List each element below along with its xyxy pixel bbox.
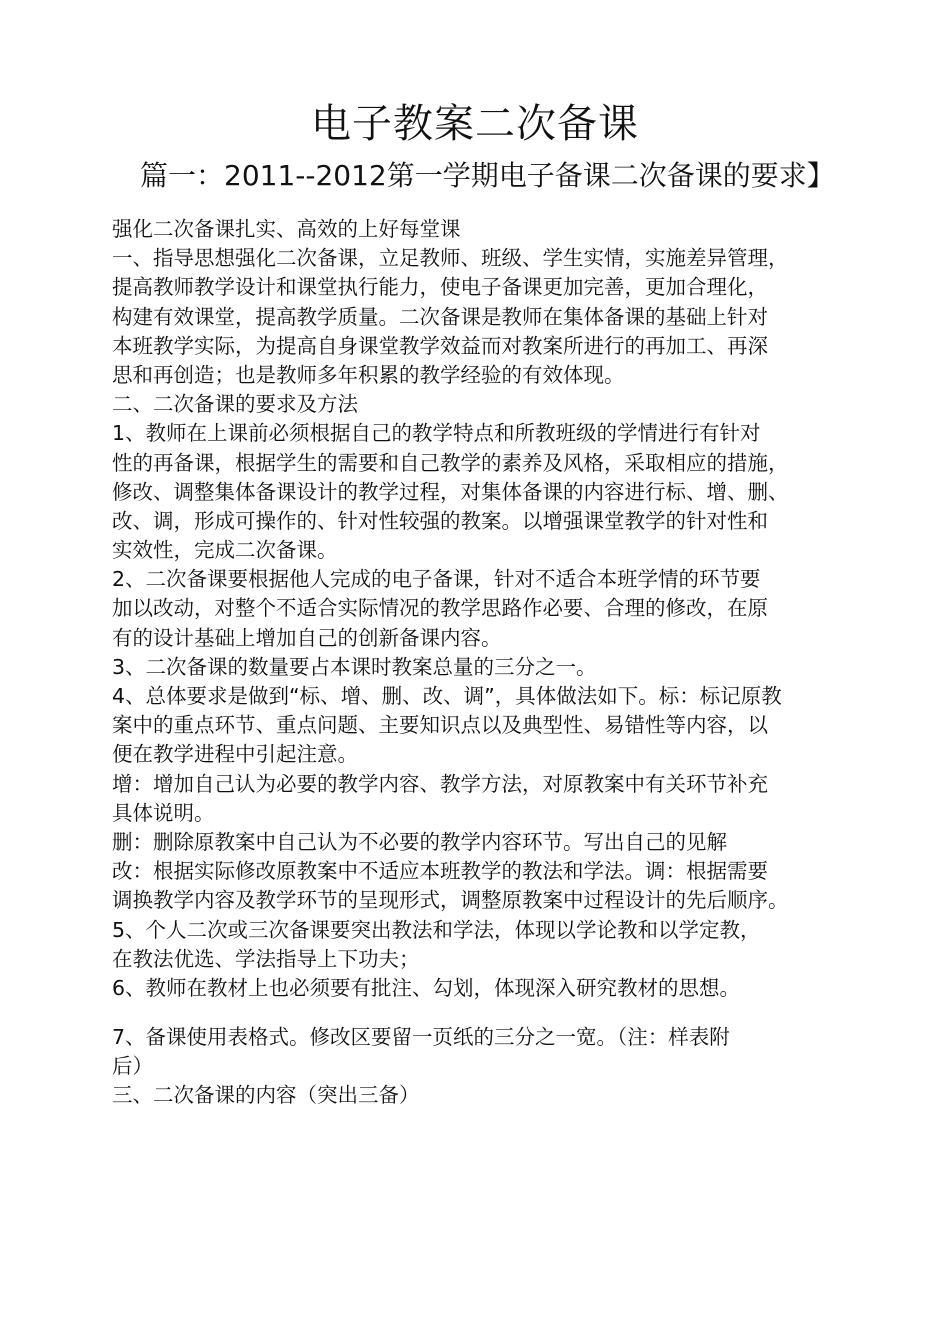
- body-line: 改：根据实际修改原教案中不适应本班教学的教法和学法。调：根据需要: [112, 859, 768, 884]
- document-subtitle: 篇一：2011--2012第一学期电子备课二次备课的要求】: [140, 159, 835, 192]
- body-line: 强化二次备课扎实、高效的上好每堂课: [112, 217, 461, 241]
- body-line: 5、个人二次或三次备课要突出教法和学法，体现以学论教和以学定教，: [112, 917, 761, 942]
- document-title: 电子教案二次备课: [311, 101, 639, 147]
- body-line: 本班教学实际，为提高自身课堂教学效益而对教案所进行的再加工、再深: [112, 333, 768, 358]
- body-line: 便在教学进程中引起注意。: [112, 742, 358, 767]
- body-line: 3、二次备课的数量要占本课时教案总量的三分之一。: [112, 654, 597, 679]
- body-line: 改、调，形成可操作的、针对性较强的教案。以增强课堂教学的针对性和: [112, 508, 768, 533]
- body-line: 思和再创造；也是教师多年积累的教学经验的有效体现。: [112, 362, 625, 387]
- body-line: 删：删除原教案中自己认为不必要的教学内容环节。写出自己的见解: [112, 829, 727, 854]
- body-line: 4、总体要求是做到“标、增、删、改、调”，具体做法如下。标：标记原教: [112, 684, 782, 708]
- body-line: 7、备课使用表格式。修改区要留一页纸的三分之一宽。（注：样表附: [112, 1025, 730, 1050]
- body-line: 案中的重点环节、重点问题、主要知识点以及典型性、易错性等内容，以: [112, 713, 768, 738]
- body-line: 有的设计基础上增加自己的创新备课内容。: [112, 625, 502, 650]
- body-line: 具体说明。: [112, 800, 215, 825]
- body-line: 构建有效课堂，提高教学质量。二次备课是教师在集体备课的基础上针对: [112, 304, 768, 329]
- body-line: 增：增加自己认为必要的教学内容、教学方法，对原教案中有关环节补充: [112, 771, 768, 796]
- body-line: 实效性，完成二次备课。: [112, 538, 338, 563]
- body-line: 2、二次备课要根据他人完成的电子备课，针对不适合本班学情的环节要: [112, 567, 761, 592]
- document-body: [112, 215, 902, 1111]
- body-line: 加以改动，对整个不适合实际情况的教学思路作必要、合理的修改，在原: [112, 596, 768, 621]
- body-line: 修改、调整集体备课设计的教学过程，对集体备课的内容进行标、增、删、: [112, 479, 789, 504]
- body-line: 调换教学内容及教学环节的呈现形式，调整原教案中过程设计的先后顺序。: [112, 888, 789, 913]
- body-line: 性的再备课，根据学生的需要和自己教学的素养及风格，采取相应的措施，: [112, 450, 789, 475]
- body-line: 6、教师在教材上也必须要有批注、勾划，体现深入研究教材的思想。: [112, 975, 741, 1000]
- section-heading: 三、二次备课的内容（突出三备）: [112, 1083, 420, 1108]
- body-line: 提高教师教学设计和课堂执行能力，使电子备课更加完善，更加合理化，: [112, 275, 768, 300]
- section-heading: 二、二次备课的要求及方法: [112, 392, 358, 417]
- body-line: 在教法优选、学法指导上下功夫；: [112, 946, 420, 971]
- paragraph-gap: [112, 1003, 902, 1023]
- body-line: 后）: [112, 1054, 153, 1079]
- body-line: 一、指导思想强化二次备课，立足教师、班级、学生实情，实施差异管理，: [112, 246, 789, 271]
- body-line: 1、教师在上课前必须根据自己的教学特点和所教班级的学情进行有针对: [112, 421, 761, 446]
